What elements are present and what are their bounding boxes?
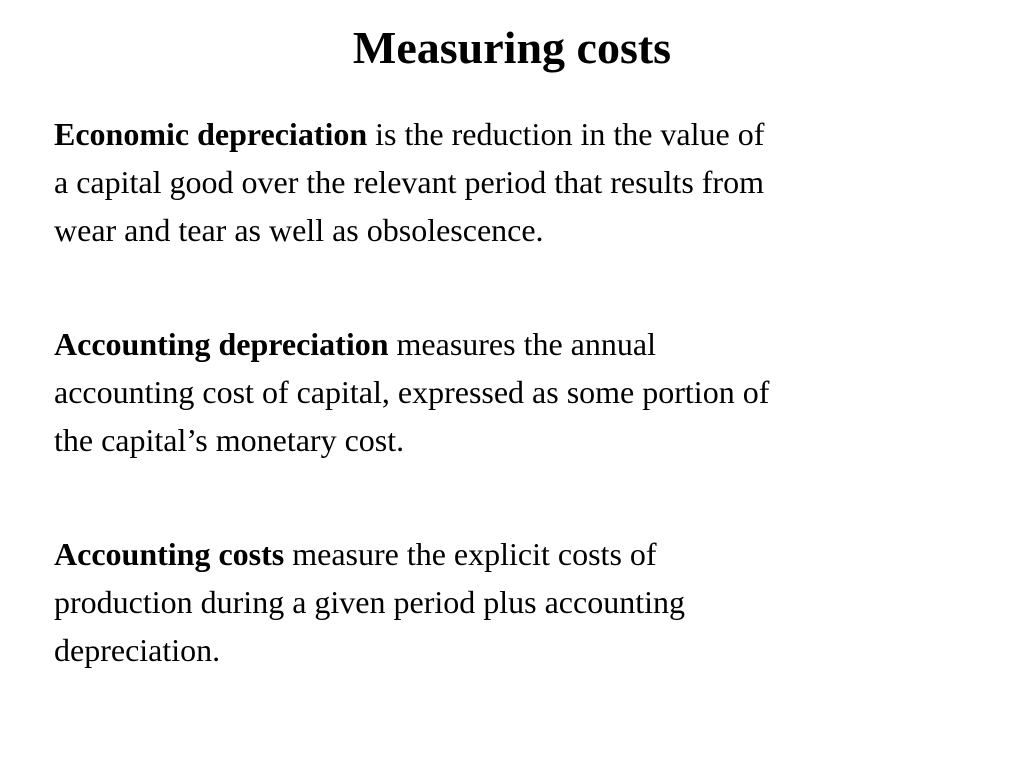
- definition-text-line-1: measures the annual: [388, 326, 656, 362]
- slide-title: Measuring costs: [352, 22, 672, 73]
- definition-text-line-2: accounting cost of capital, expressed as some portion of: [54, 374, 770, 410]
- definition-text-line-3: depreciation.: [54, 632, 221, 668]
- definition-text-line-1: is the reduction in the value of: [367, 116, 765, 152]
- definition-term: Economic depreciation: [54, 116, 368, 152]
- definition-economic-depreciation: [54, 110, 954, 254]
- definition-term: Accounting depreciation: [54, 326, 389, 362]
- definition-text-line-2: a capital good over the relevant period that results from: [54, 164, 764, 200]
- definition-text-line-1: measure the explicit costs of: [284, 536, 657, 572]
- definition-accounting-depreciation: [54, 320, 954, 464]
- definition-text-line-3: the capital’s monetary cost.: [54, 422, 405, 458]
- definition-term: Accounting costs: [54, 536, 285, 572]
- definition-accounting-costs: [54, 530, 954, 674]
- definition-text-line-2: production during a given period plus accounting: [54, 584, 685, 620]
- definition-text-line-3: wear and tear as well as obsolescence.: [54, 212, 544, 248]
